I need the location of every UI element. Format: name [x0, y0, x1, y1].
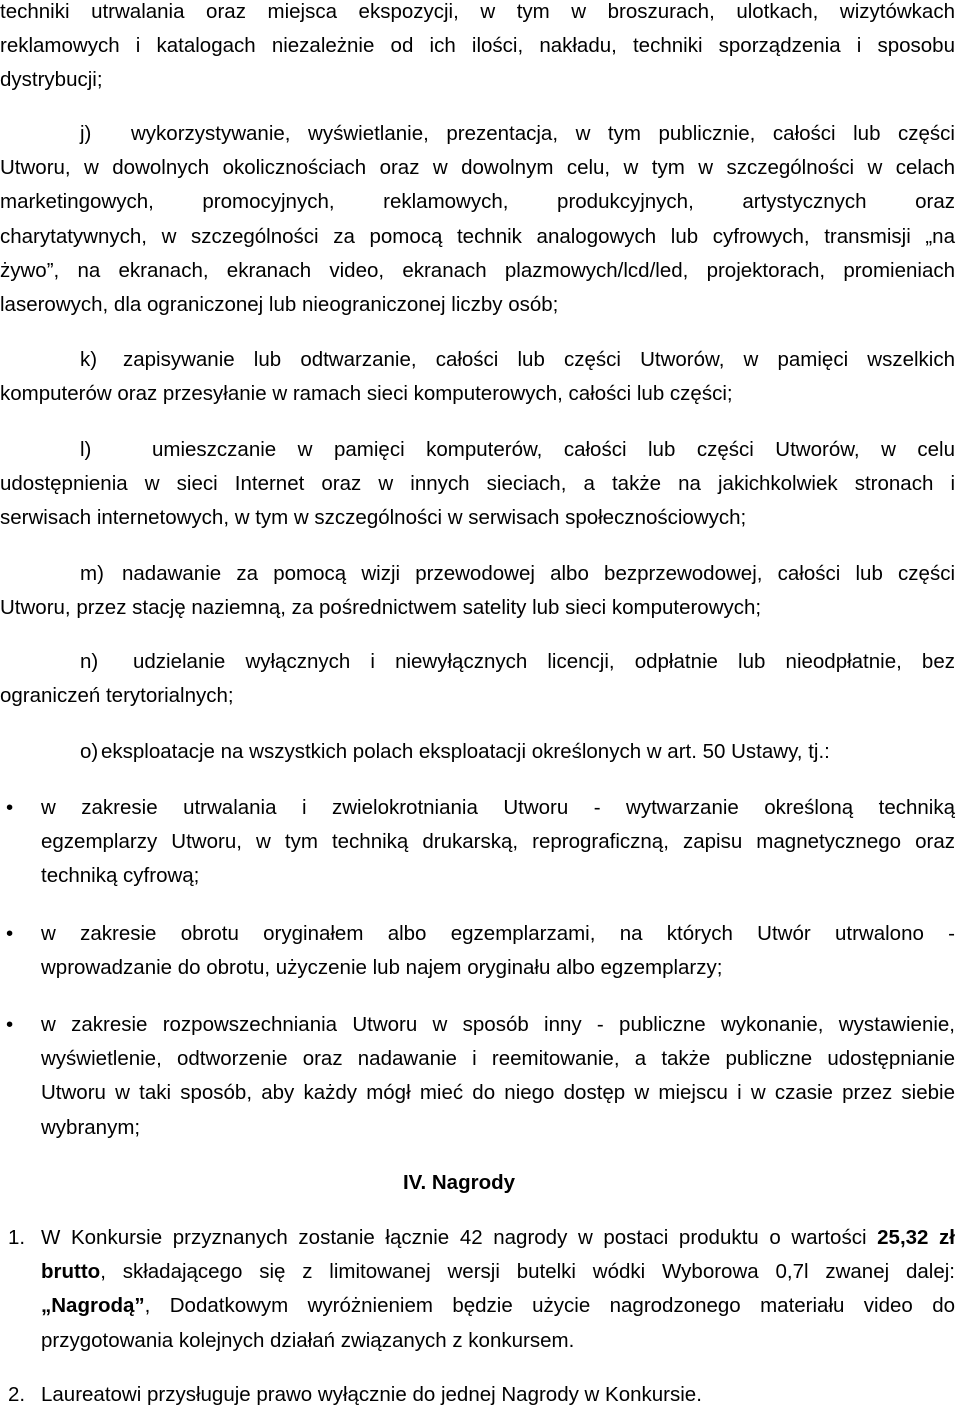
paragraph-line: komputerów oraz przesyłanie w ramach sieci komputerowych, całości lub części; [0, 382, 733, 406]
paragraph-line: żywo”, na ekranach, ekranach video, ekranach plazmowych/lcd/led, projektorach, promieniach [0, 258, 955, 282]
bullet-item [6, 917, 955, 985]
paragraph-line: w zakresie obrotu oryginałem albo egzemplarzami, na których Utwór utrwalono - [41, 922, 955, 945]
paragraph-line: Utworu w taki sposób, aby każdy mógł mieć do niego dostęp w miejscu i w czasie przez siebie [41, 1081, 955, 1105]
item-number: 2. [8, 1383, 26, 1406]
paragraph-line: umieszczanie w pamięci komputerów, całości lub części Utworów, w celu [152, 438, 955, 461]
list-item-k [0, 343, 955, 411]
paragraph-line: w zakresie utrwalania i zwielokrotniania Utworu - wytwarzanie określoną techniką [41, 796, 955, 819]
item-number: 1. [8, 1226, 26, 1249]
section-title: IV. Nagrody [402, 1171, 516, 1194]
paragraph-line [41, 1221, 955, 1255]
paragraph-line: dystrybucji; [0, 68, 103, 92]
numbered-item [8, 1221, 956, 1358]
bullet-item [6, 791, 955, 894]
paragraph-line: Utworu, w dowolnych okolicznościach oraz w dowolnym celu, w tym w szczególności w celach [0, 156, 955, 180]
paragraph-line [41, 1324, 955, 1358]
paragraph-line: reklamowych i katalogach niezależnie od ich ilości, nakładu, techniki sporządzenia i sposobu [0, 34, 955, 58]
list-marker: l) [80, 438, 92, 461]
list-item-j [0, 117, 955, 322]
paragraph-line: Laureatowi przysługuje prawo wyłącznie do jednej Nagrody w Konkursie. [41, 1383, 702, 1406]
paragraph-line: wprowadzanie do obrotu, użyczenie lub najem oryginału albo egzemplarzy; [41, 956, 723, 980]
text-run: , Dodatkowym wyróżnieniem będzie użycie nagrodzonego materiału video do [144, 1294, 955, 1318]
paragraph-line: egzemplarzy Utworu, w tym techniką drukarską, reprograficzną, zapisu magnetycznego oraz [41, 830, 955, 854]
list-marker: k) [80, 348, 98, 371]
paragraph-continuation [0, 0, 955, 98]
paragraph-line: wykorzystywanie, wyświetlanie, prezentacja, w tym publicznie, całości lub części [131, 122, 955, 145]
prize-value-bold: 25,32 zł [877, 1226, 956, 1249]
paragraph-line: eksploatacje na wszystkich polach eksploatacji określonych w art. 50 Ustawy, tj.: [101, 740, 830, 763]
list-marker: n) [80, 650, 99, 673]
paragraph-line: laserowych, dla ograniczonej lub nieograniczonej liczby osób; [0, 293, 559, 317]
paragraph-line: zapisywanie lub odtwarzanie, całości lub części Utworów, w pamięci wszelkich [123, 348, 955, 371]
list-item-n [0, 645, 955, 713]
paragraph-line [41, 1255, 955, 1289]
bullet-item [6, 1008, 955, 1145]
paragraph-line: wybranym; [41, 1115, 141, 1139]
bullet-icon: • [6, 1013, 14, 1036]
paragraph-line: nadawanie za pomocą wizji przewodowej albo bezprzewodowej, całości lub części [122, 562, 955, 585]
paragraph-line: udzielanie wyłącznych i niewyłącznych licencji, odpłatnie lub nieodpłatnie, bez [133, 650, 955, 673]
text-run: W Konkursie przyznanych zostanie łącznie 42 nagrody w postaci produktu o wartości [41, 1226, 878, 1249]
paragraph-line: charytatywnych, w szczególności za pomocą technik analogowych lub cyfrowych, transmisji „na [0, 224, 955, 248]
paragraph-line: serwisach internetowych, w tym w szczególności w serwisach społecznościowych; [0, 506, 747, 530]
list-item-m [0, 557, 955, 625]
paragraph-line [41, 1289, 955, 1323]
paragraph-line: techniką cyfrową; [41, 864, 200, 888]
paragraph-line: ograniczeń terytorialnych; [0, 684, 234, 708]
list-marker: m) [80, 562, 104, 585]
list-marker: o) [80, 740, 99, 763]
paragraph-line: marketingowych, promocyjnych, reklamowych, produkcyjnych, artystycznych oraz [0, 190, 955, 214]
paragraph-line: udostępnienia w sieci Internet oraz w innych sieciach, a także na jakichkolwiek stronach i [0, 472, 955, 496]
prize-value-bold: brutto [41, 1260, 101, 1284]
list-marker: j) [80, 122, 92, 145]
text-run: przygotowania kolejnych działań związanych z konkursem. [41, 1328, 575, 1352]
bullet-icon: • [6, 922, 14, 945]
prize-name-bold: „Nagrodą” [41, 1294, 145, 1318]
paragraph-line: w zakresie rozpowszechniania Utworu w sposób inny - publiczne wykonanie, wystawienie, [41, 1013, 955, 1036]
bullet-icon: • [6, 796, 14, 819]
paragraph-line: wyświetlenie, odtworzenie oraz nadawanie i reemitowanie, a także publiczne udostępnianie [41, 1047, 955, 1071]
list-item-o [0, 735, 955, 769]
numbered-item [8, 1380, 955, 1410]
text-run: , składającego się z limitowanej wersji butelki wódki Wyborowa 0,7l zwanej dalej: [100, 1260, 955, 1284]
paragraph-line: Utworu, przez stację naziemną, za pośrednictwem satelity lub sieci komputerowych; [0, 596, 762, 620]
paragraph-line: techniki utrwalania oraz miejsca ekspozycji, w tym w broszurach, ulotkach, wizytówkach [0, 0, 955, 23]
list-item-l [0, 433, 955, 536]
